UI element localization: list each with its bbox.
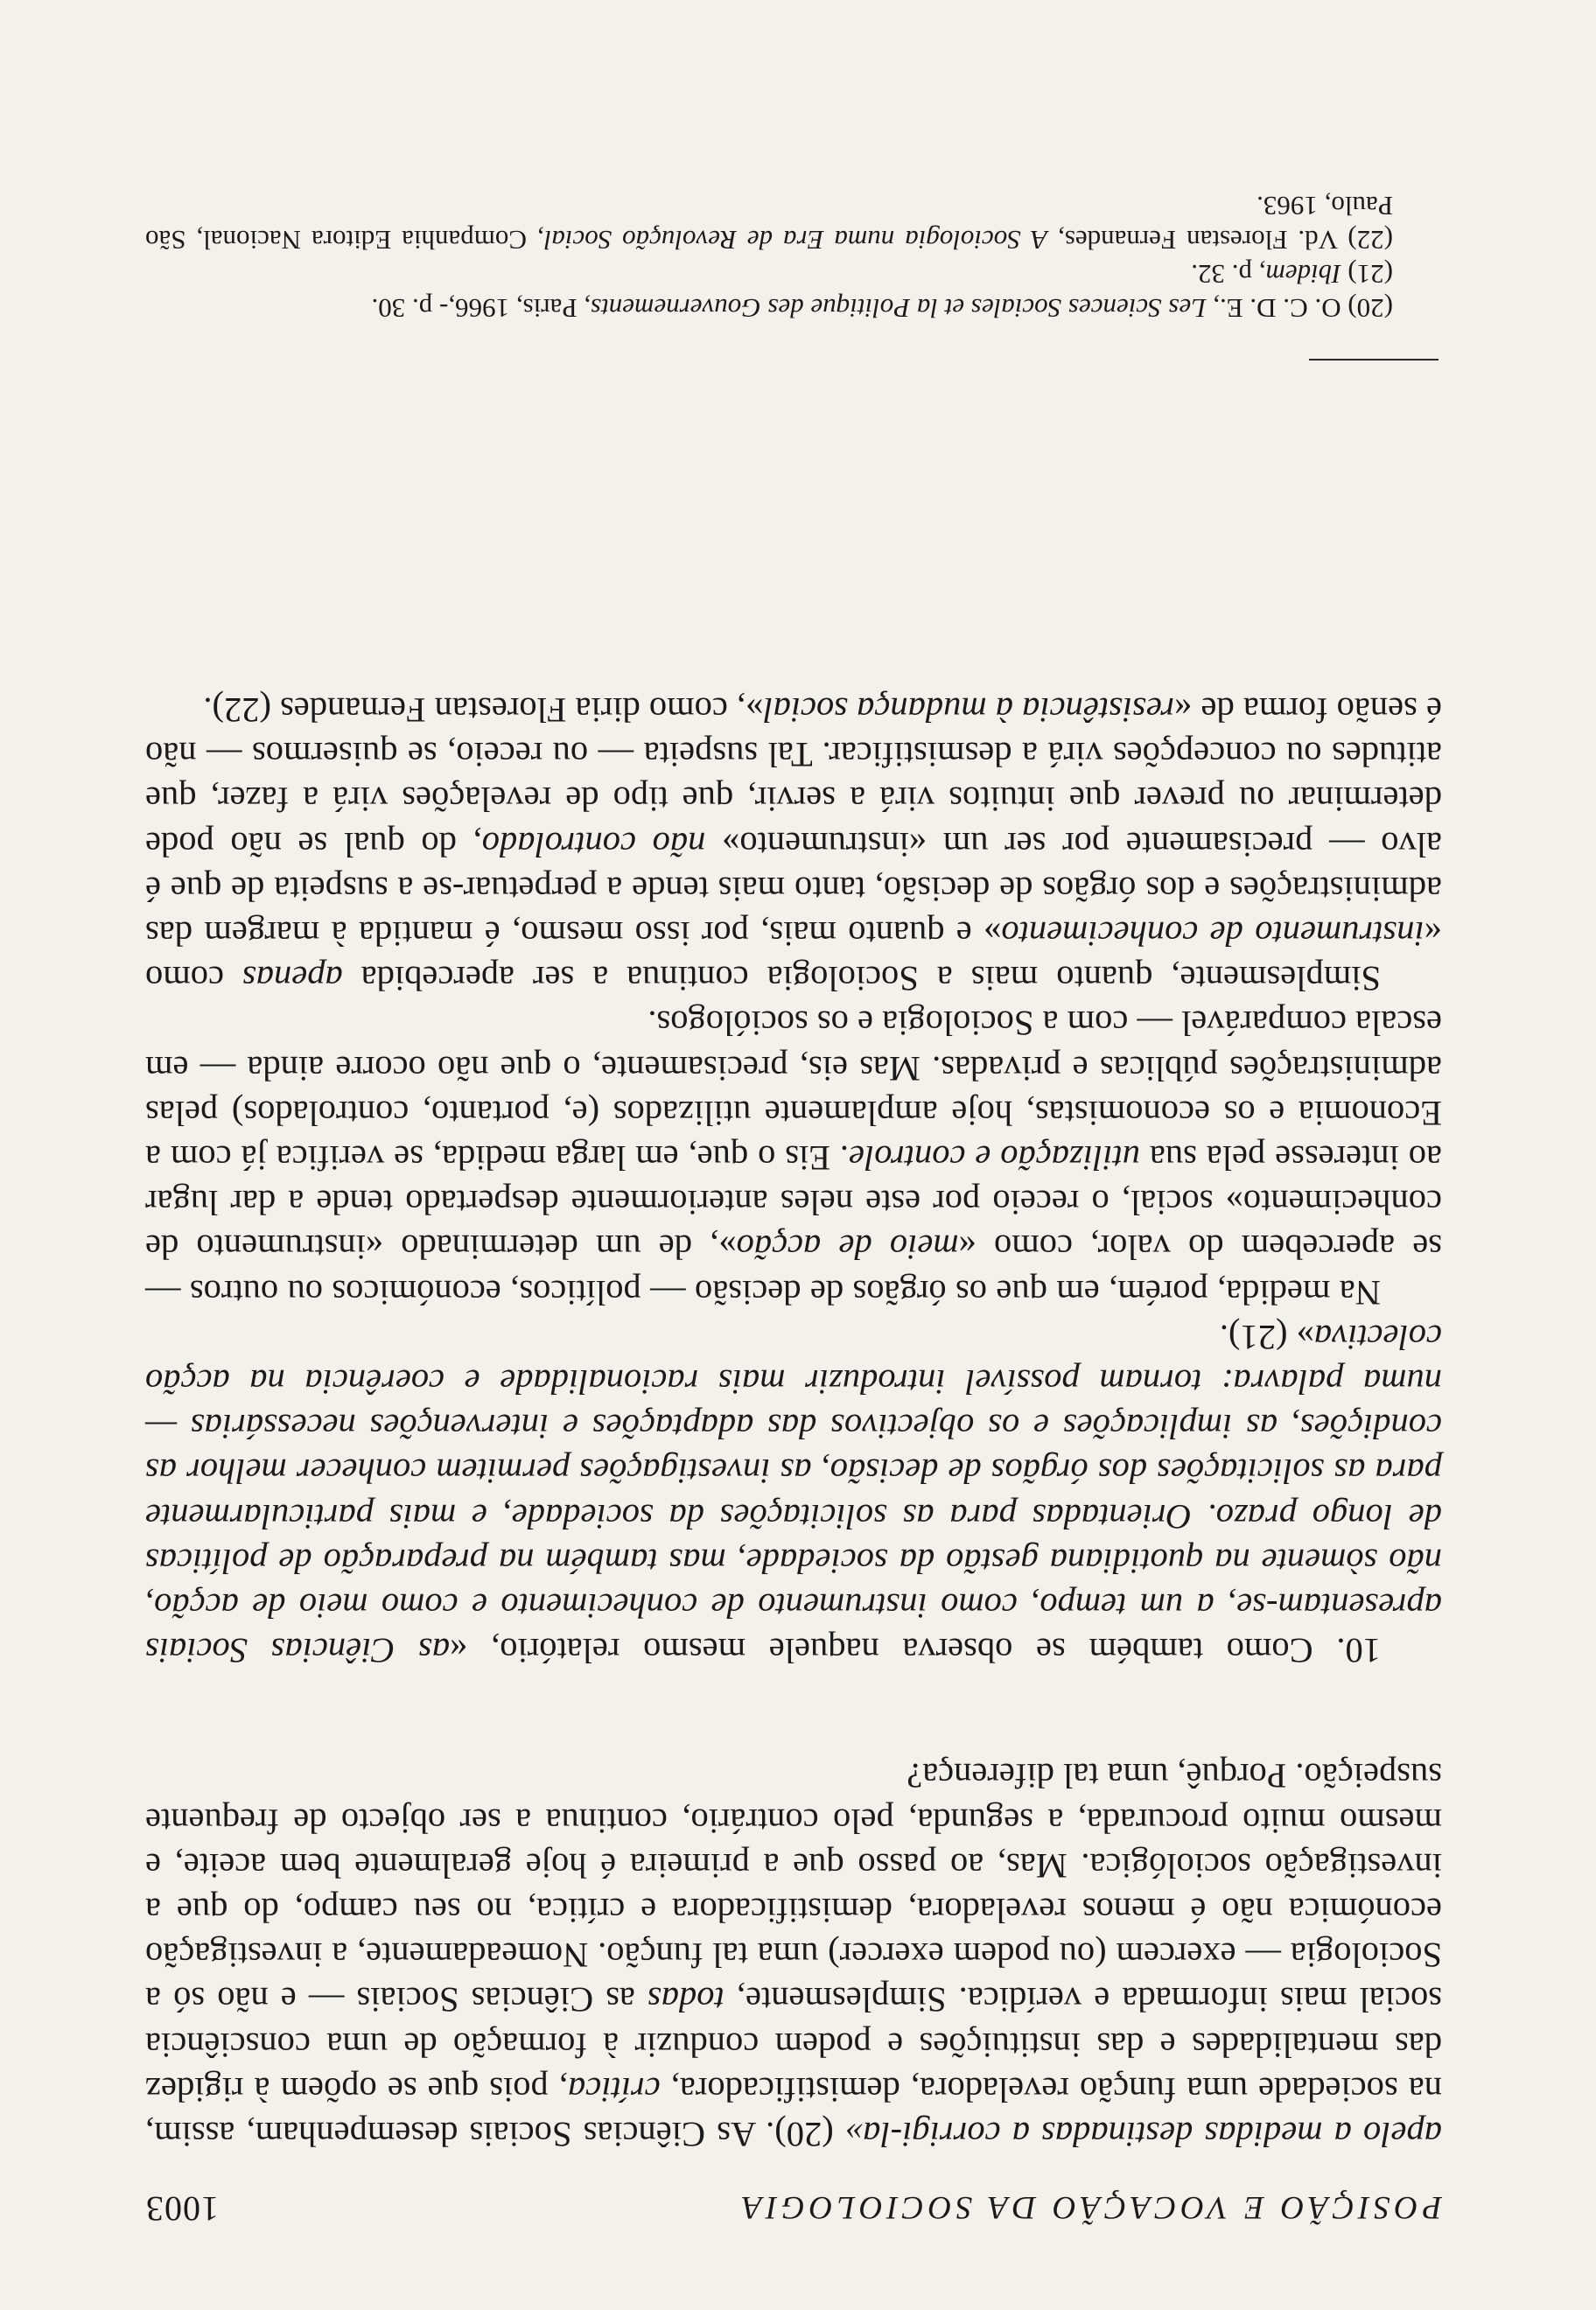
text-run: , Paris, 1966,- p. 30. bbox=[371, 293, 592, 324]
emphasis-instrumento: instrumento de conhecimento bbox=[1001, 914, 1424, 954]
text-run: , pois que se opõem à rigidez das mentalidades e das instituições e podem conduzir à formação de uma consciência social mais informada e verídica. Simplesmente, bbox=[144, 1980, 1442, 2110]
text-run: Simplesmente, quanto mais a Sociologia continua a ser apercebida bbox=[342, 959, 1381, 999]
text-run: » (21). bbox=[1219, 1317, 1314, 1357]
running-title: POSIÇÃO E VOCAÇÃO DA SOCIOLOGIA bbox=[738, 2189, 1442, 2225]
emphasis-critica: crítica bbox=[567, 2069, 661, 2110]
footnote-22 bbox=[145, 189, 1442, 257]
page-header bbox=[145, 2177, 1442, 2230]
citation-title: Les Sciences Sociales et la Politique des Gouvernements bbox=[591, 293, 1207, 324]
footnotes bbox=[145, 189, 1442, 326]
text-run: como « bbox=[145, 914, 1442, 999]
text-run: », de um determinado «instrumento de conhecimento» social, o receio por este neles anteriormente despertado tende a dar lugar ao interesse pela sua bbox=[145, 1138, 1442, 1268]
text-run: , Companhia Editora Nacional, São Paulo, 1963. bbox=[145, 191, 1393, 256]
emphasis-resistencia: resistência à mudança social bbox=[763, 690, 1175, 730]
citation-title: A Sociologia numa Era de Revolução Social bbox=[543, 225, 1048, 256]
text-run: » e quanto mais, por isso mesmo, é mantida à margem das administrações e dos órgãos de decisão, tanto mais tende a perpetuar-se a suspeita de que é alvo — precisamente por ser um «instrumento» bbox=[145, 824, 1442, 954]
emphasis-apenas: apenas bbox=[242, 959, 343, 999]
footnote-number: (21) bbox=[1348, 259, 1393, 290]
main-text bbox=[145, 688, 1442, 2157]
page-number: 1003 bbox=[145, 2189, 219, 2229]
emphasis-utilizacao: utilização e controle bbox=[849, 1138, 1141, 1178]
text-run: as Ciências Sociais — e não só a Sociologia — exercem (ou podem exercer) uma tal função. Nomeadamente, a investigação económica não é menos reveladora, demistificadora e crítica, no seu campo, do que a investigação sociológica. Mas, ao passo que a primeira é hoje geralmente bem aceite, e mesmo muito procurada, a segunda, pelo contrário, continua a ser objecto de frequente suspeição. Porquê, uma tal diferença? bbox=[144, 1756, 1442, 2020]
text-run: . Eis o que, em larga medida, se verifica já com a Economia e os economistas, hoje amplamente utilizados (e, portanto, controlados) pelas administrações públicas e privadas. Mas eis, precisamente, o que não ocorre ainda — em escala comparável — com a Sociologia e os sociólogos. bbox=[144, 1004, 1442, 1178]
paragraph-section-10 bbox=[145, 1315, 1442, 1674]
quote-italic: apelo a medidas destinadas a corrigi-la» bbox=[844, 2115, 1442, 2154]
text-run: 10. Como também se observa naquele mesmo relatório, « bbox=[450, 1631, 1381, 1671]
text-run: , do qual se não pode determinar ou prever que intuitos virá a servir, que tipo de revelações virá a fazer, que atitudes ou concepções virá a desmistificar. Tal suspeita — ou receio, se quisermos — não é senão forma de « bbox=[144, 690, 1442, 864]
paragraph-continuation bbox=[145, 1754, 1442, 2157]
text-run: Na medida, porém, em que os órgãos de decisão — políticos, económicos ou outros — se apercebem do valor, como « bbox=[145, 1228, 1442, 1312]
citation-ibidem: Ibidem bbox=[1265, 259, 1341, 290]
text-run: , p. 32. bbox=[1191, 259, 1266, 290]
emphasis-nao-controlado: não controlado bbox=[481, 824, 706, 864]
text-run: O. C. D. E., bbox=[1206, 293, 1348, 324]
text-run: (20). As Ciências Sociais desempenham, assim, na sociedade uma função reveladora, demistificadora, bbox=[145, 2069, 1442, 2154]
paragraph bbox=[145, 688, 1442, 1001]
paragraph bbox=[145, 1001, 1442, 1314]
quote-italic: as Ciências Sociais apresentam-se, a um tempo, como instrumento de conhecimento e como meio de acção, não sòmente na quotidiana gestão da sociedade, mas também na preparação de políticas de longo prazo. Orientadas para as solicitações da sociedade, e mais particularmente para as solicitações dos órgãos de decisão, as investigações permitem conhecer melhor as condições, as implicações e os objectivos das adaptações e intervenções necessárias — numa palavra: tornam possível introduzir mais racionalidade e coerência na acção colectiva bbox=[144, 1317, 1442, 1671]
emphasis-meio-de-accao: meio de acção bbox=[736, 1228, 959, 1268]
text-run: », como diria Florestan Fernandes (22). bbox=[203, 690, 764, 730]
footnote-number: (22) bbox=[1348, 225, 1393, 256]
footnote-divider bbox=[1309, 359, 1438, 360]
text-run: Vd. Florestan Fernandes, bbox=[1047, 225, 1348, 256]
footnote-21 bbox=[145, 257, 1442, 291]
emphasis-todas: todas bbox=[648, 1980, 724, 2020]
footnote-20 bbox=[145, 291, 1442, 326]
footnote-number: (20) bbox=[1348, 293, 1393, 324]
